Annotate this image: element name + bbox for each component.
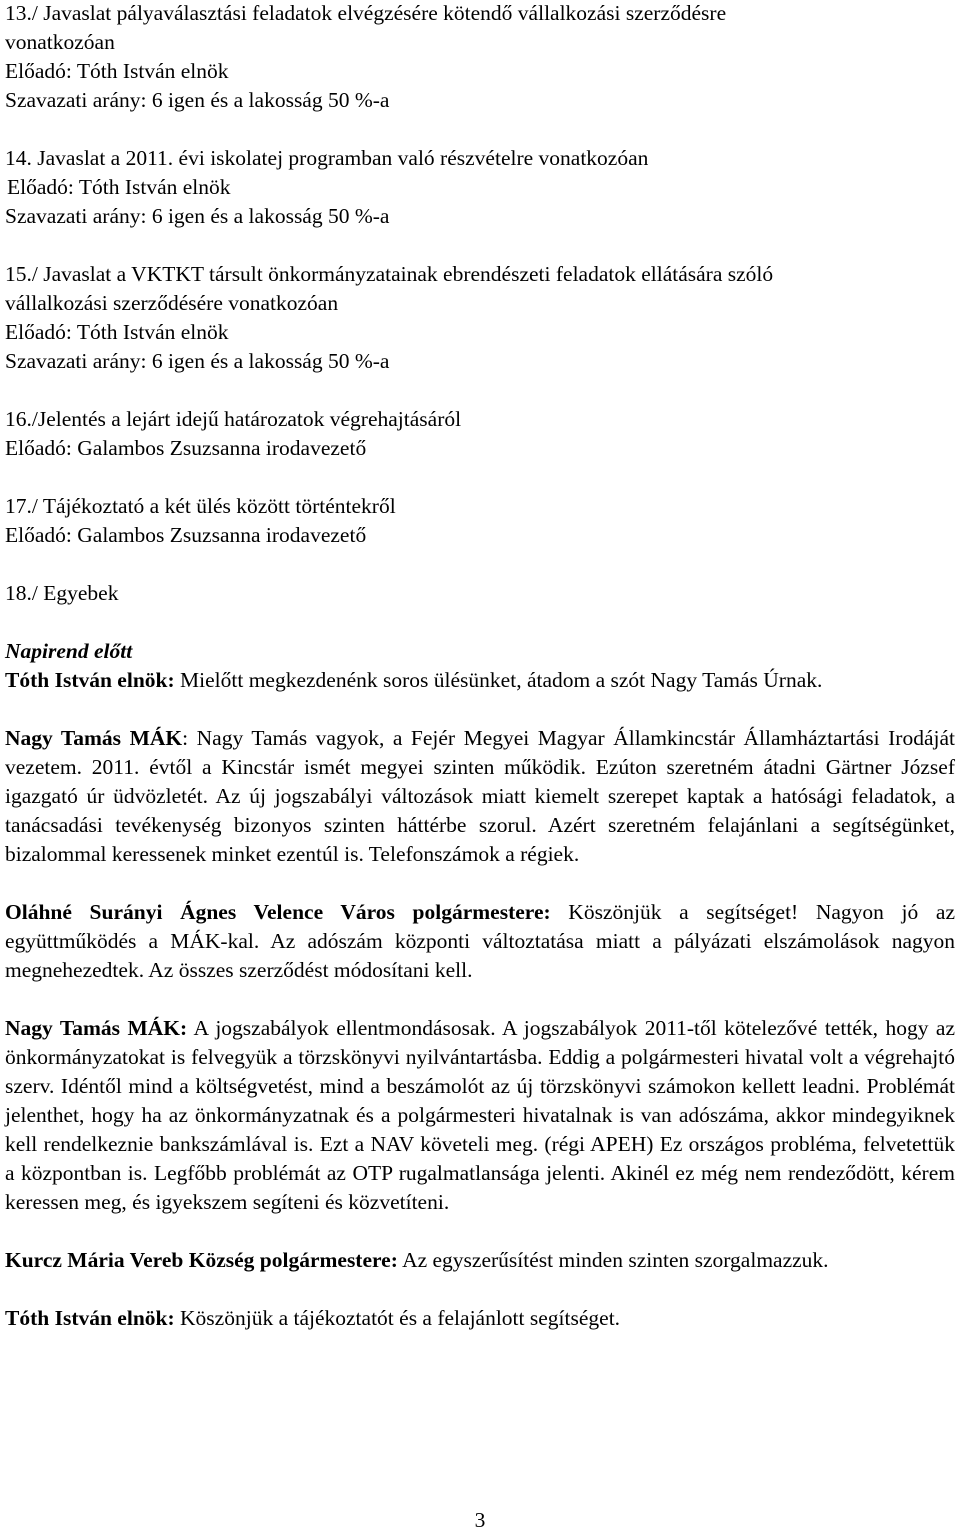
agenda-line: 16./Jelentés a lejárt idejű határozatok végrehajtásáról — [5, 407, 462, 431]
speaker-name: Tóth István elnök: — [5, 1306, 175, 1330]
agenda-line: 13./ Javaslat pályaválasztási feladatok elvégzésére kötendő vállalkozási szerződésre — [5, 1, 727, 25]
speech-paragraph — [5, 898, 955, 985]
speaker-name: Tóth István elnök: — [5, 668, 175, 692]
speaker-name: Oláhné Surányi Ágnes Velence Város polgármestere: — [5, 900, 551, 924]
speech-paragraph — [5, 1014, 955, 1217]
agenda-line: Előadó: Tóth István elnök — [5, 59, 229, 83]
agenda-line: Szavazati arány: 6 igen és a lakosság 50 %-a — [5, 349, 390, 373]
agenda-item-14 — [5, 144, 955, 231]
section-heading: Napirend előtt — [5, 639, 133, 663]
speech-text: Köszönjük a tájékoztatót és a felajánlott segítséget. — [174, 1306, 621, 1330]
agenda-line: Előadó: Galambos Zsuzsanna irodavezető — [5, 436, 367, 460]
agenda-line: Előadó: Tóth István elnök — [7, 175, 231, 199]
speaker-name: Kurcz Mária Vereb Község polgármestere: — [5, 1248, 398, 1272]
agenda-line: 18./ Egyebek — [5, 581, 119, 605]
speech-paragraph — [5, 1246, 955, 1275]
agenda-line: vállalkozási szerződésére vonatkozóan — [5, 291, 339, 315]
agenda-item-13 — [5, 0, 955, 115]
speech-text: : Nagy Tamás vagyok, a Fejér Megyei Magyar Államkincstár Államháztartási Irodáját vezetem. 2011. évtől a Kincstár ismét megyei szinten működik. Ezúton szeretném átadni Gärtner József igazgató úr üdvözletét. Az új jogszabályi változások miatt kiemelt szerepet kaptak a hatósági feladatok, a tanácsadási tevékenység bizonyos szinten háttérbe szorul. Azért szeretném felajánlani a segítségünket, bizalommal keressenek minket ezentúl is. Telefonszámok a régiek. — [5, 726, 955, 866]
speech-paragraph — [5, 666, 955, 695]
page-number: 3 — [474, 1508, 486, 1532]
agenda-line: Szavazati arány: 6 igen és a lakosság 50 %-a — [5, 204, 390, 228]
document-page — [5, 0, 955, 1362]
agenda-item-17 — [5, 492, 955, 550]
speech-text: A jogszabályok ellentmondásosak. A jogszabályok 2011-től kötelezővé tették, hogy az önkormányzatokat is felvegyük a törzskönyvi nyilvántartásba. Eddig a polgármesteri hivatal volt a végrehajtó szerv. Idéntől mind a költségvetést, mind a beszámolót az új törzskönyvi számokon kellett leadni. Problémát jelenthet, hogy ha az önkormányzatnak és a polgármesteri hivatalnak is van adószáma, akkor mindegyiknek kell rendelkeznie bankszámlával is. Ezt a NAV követeli meg. (régi APEH) Ez országos probléma, felvetettük a központban is. Legfőbb problémát az OTP rugalmatlansága jelenti. Akinél ez még nem rendeződött, kérem keressen meg, és igyekszem segíteni és közvetíteni. — [5, 1016, 956, 1214]
agenda-line: 15./ Javaslat a VKTKT társult önkormányzatainak ebrendészeti feladatok ellátására szóló — [5, 262, 774, 286]
agenda-line: 17./ Tájékoztató a két ülés között történtekről — [5, 494, 396, 518]
speech-paragraph — [5, 1304, 955, 1333]
speech-text: Az egyszerűsítést minden szinten szorgalmazzuk. — [397, 1248, 829, 1272]
speech-text: Mielőtt megkezdenénk soros ülésünket, átadom a szót Nagy Tamás Úrnak. — [174, 668, 823, 692]
agenda-line: Előadó: Tóth István elnök — [5, 320, 229, 344]
agenda-item-16 — [5, 405, 955, 463]
speech-text: Köszönjük a segítséget! Nagyon jó az együttműködés a MÁK-kal. Az adószám központi változtatása miatt a pályázati elszámolások nagyon megnehezedtek. Az összes szerződést módosítani kell. — [5, 900, 955, 982]
agenda-item-18 — [5, 579, 955, 608]
agenda-line: Előadó: Galambos Zsuzsanna irodavezető — [5, 523, 367, 547]
agenda-line: Szavazati arány: 6 igen és a lakosság 50 %-a — [5, 88, 390, 112]
speaker-name: Nagy Tamás MÁK — [5, 726, 183, 750]
agenda-line: vonatkozóan — [5, 30, 115, 54]
speaker-name: Nagy Tamás MÁK: — [5, 1016, 188, 1040]
agenda-item-15 — [5, 260, 955, 376]
agenda-line: 14. Javaslat a 2011. évi iskolatej programban való részvételre vonatkozóan — [5, 146, 649, 170]
speech-paragraph — [5, 724, 955, 869]
